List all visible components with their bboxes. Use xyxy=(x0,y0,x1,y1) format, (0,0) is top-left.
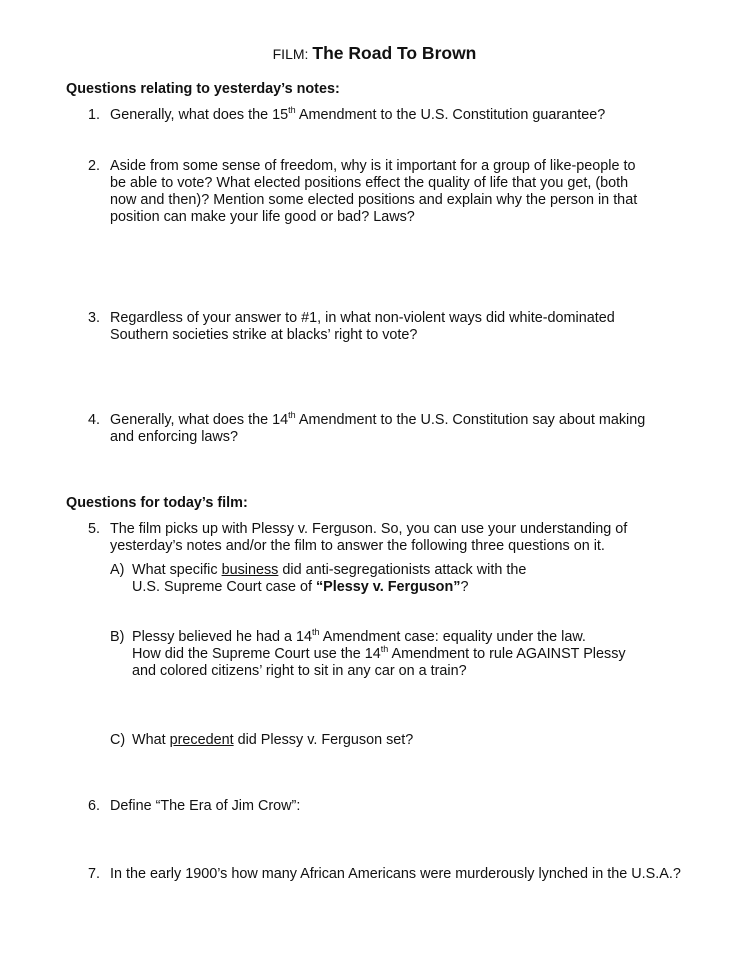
question-number: 3. xyxy=(88,310,101,326)
question-1 xyxy=(88,107,708,124)
section-heading-notes: Questions relating to yesterday’s notes: xyxy=(66,81,340,97)
question-letter: B) xyxy=(110,629,125,645)
question-text: Regardless of your answer to #1, in what non-violent ways did white-dominated Southern societies strike at blacks’ right to vote? xyxy=(110,310,615,343)
question-5 xyxy=(88,521,708,555)
question-number: 1. xyxy=(88,107,101,123)
title-prefix: FILM: xyxy=(272,46,309,62)
question-text: Generally, what does the 14th Amendment to the U.S. Constitution say about making and enforcing laws? xyxy=(110,410,646,445)
question-number: 5. xyxy=(88,521,101,537)
question-text: What precedent did Plessy v. Ferguson set? xyxy=(132,732,414,748)
question-5b xyxy=(110,629,710,680)
question-number: 6. xyxy=(88,798,101,814)
question-number: 4. xyxy=(88,412,101,428)
question-7 xyxy=(88,866,728,883)
question-letter: C) xyxy=(110,732,126,748)
question-text: Generally, what does the 15th Amendment to the U.S. Constitution guarantee? xyxy=(110,105,606,123)
question-number: 7. xyxy=(88,866,101,882)
question-text: Plessy believed he had a 14th Amendment case: equality under the law. How did the Supreme Court use the 14th Amendment to rule AGAINST Plessy and colored citizens’ right to sit in any car on a train? xyxy=(132,627,626,679)
question-letter: A) xyxy=(110,562,125,578)
page-title xyxy=(0,45,749,64)
question-4 xyxy=(88,412,708,446)
title-main: The Road To Brown xyxy=(312,43,477,63)
question-2 xyxy=(88,158,708,226)
question-text: The film picks up with Plessy v. Ferguson. So, you can use your understanding of yesterday’s notes and/or the film to answer the following three questions on it. xyxy=(110,521,628,554)
question-5c xyxy=(110,732,710,749)
question-5a xyxy=(110,562,710,596)
question-text: Define “The Era of Jim Crow”: xyxy=(110,798,301,814)
question-3 xyxy=(88,310,708,344)
question-6 xyxy=(88,798,708,815)
section-heading-film: Questions for today’s film: xyxy=(66,495,248,511)
question-number: 2. xyxy=(88,158,101,174)
question-text: What specific business did anti-segregationists attack with the U.S. Supreme Court case of “Plessy v. Ferguson”? xyxy=(132,562,527,595)
question-text: In the early 1900’s how many African Americans were murderously lynched in the U.S.A.? xyxy=(110,866,681,882)
question-text: Aside from some sense of freedom, why is it important for a group of like-people to be able to vote? What elected positions effect the quality of life that you get, (both now and then)? Mention some elected positions and explain why the person in that position can make your life good or bad? Laws? xyxy=(110,158,638,225)
